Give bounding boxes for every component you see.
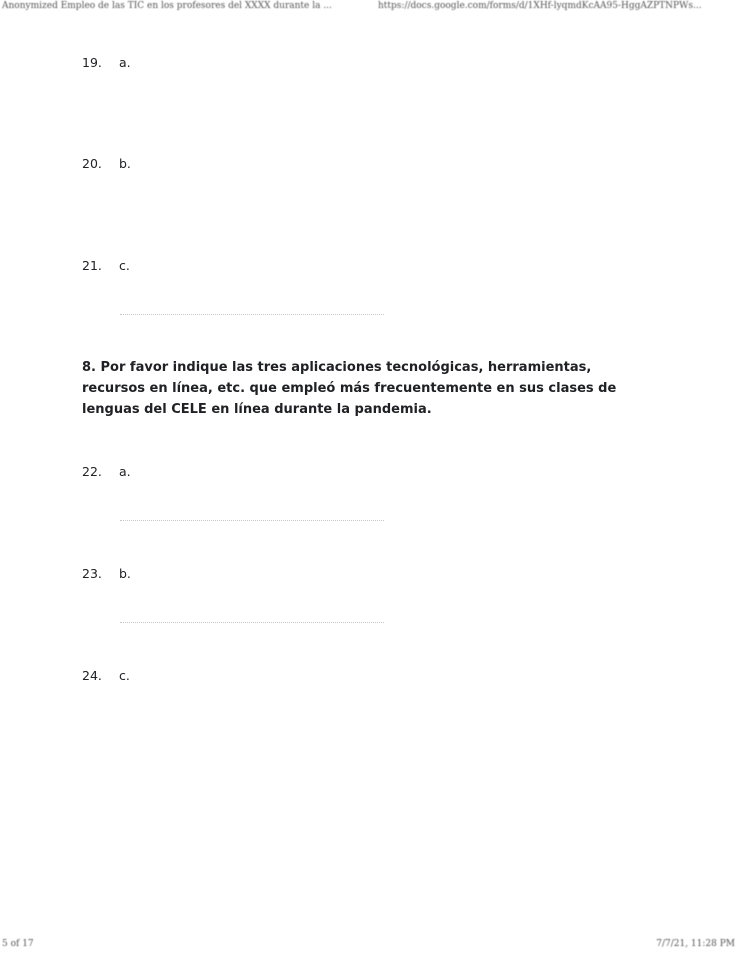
list-item: [82, 464, 131, 479]
document-url: https://docs.google.com/forms/d/1XHf-lyqmdKcAA95-HggAZPTNPWs...: [378, 1, 702, 11]
list-item: [82, 258, 130, 273]
item-letter: a.: [119, 55, 131, 70]
answer-line: [120, 314, 384, 315]
list-item: [82, 55, 131, 70]
item-letter: a.: [119, 464, 131, 479]
item-number: 21.: [82, 258, 102, 273]
item-letter: c.: [119, 258, 130, 273]
document-title: Anonymized Empleo de las TIC en los profesores del XXXX durante la ...: [2, 1, 332, 11]
question-8: [82, 357, 642, 420]
print-footer: [0, 939, 737, 951]
question-text: Por favor indique las tres aplicaciones tecnológicas, herramientas, recursos en línea, etc. que empleó más frecuentemente en sus clases de lenguas del CELE en línea durante la pandemia.: [82, 360, 617, 417]
answer-line: [120, 520, 384, 521]
item-number: 23.: [82, 566, 102, 581]
print-timestamp: 7/7/21, 11:28 PM: [656, 939, 735, 949]
item-number: 19.: [82, 55, 102, 70]
answer-line: [120, 622, 384, 623]
item-letter: b.: [119, 156, 131, 171]
print-header: [0, 1, 737, 13]
item-number: 20.: [82, 156, 102, 171]
list-item: [82, 668, 130, 683]
item-letter: b.: [119, 566, 131, 581]
question-number: 8.: [82, 360, 96, 375]
item-number: 22.: [82, 464, 102, 479]
list-item: [82, 566, 131, 581]
item-letter: c.: [119, 668, 130, 683]
list-item: [82, 156, 131, 171]
item-number: 24.: [82, 668, 102, 683]
page-number: 5 of 17: [2, 939, 34, 949]
